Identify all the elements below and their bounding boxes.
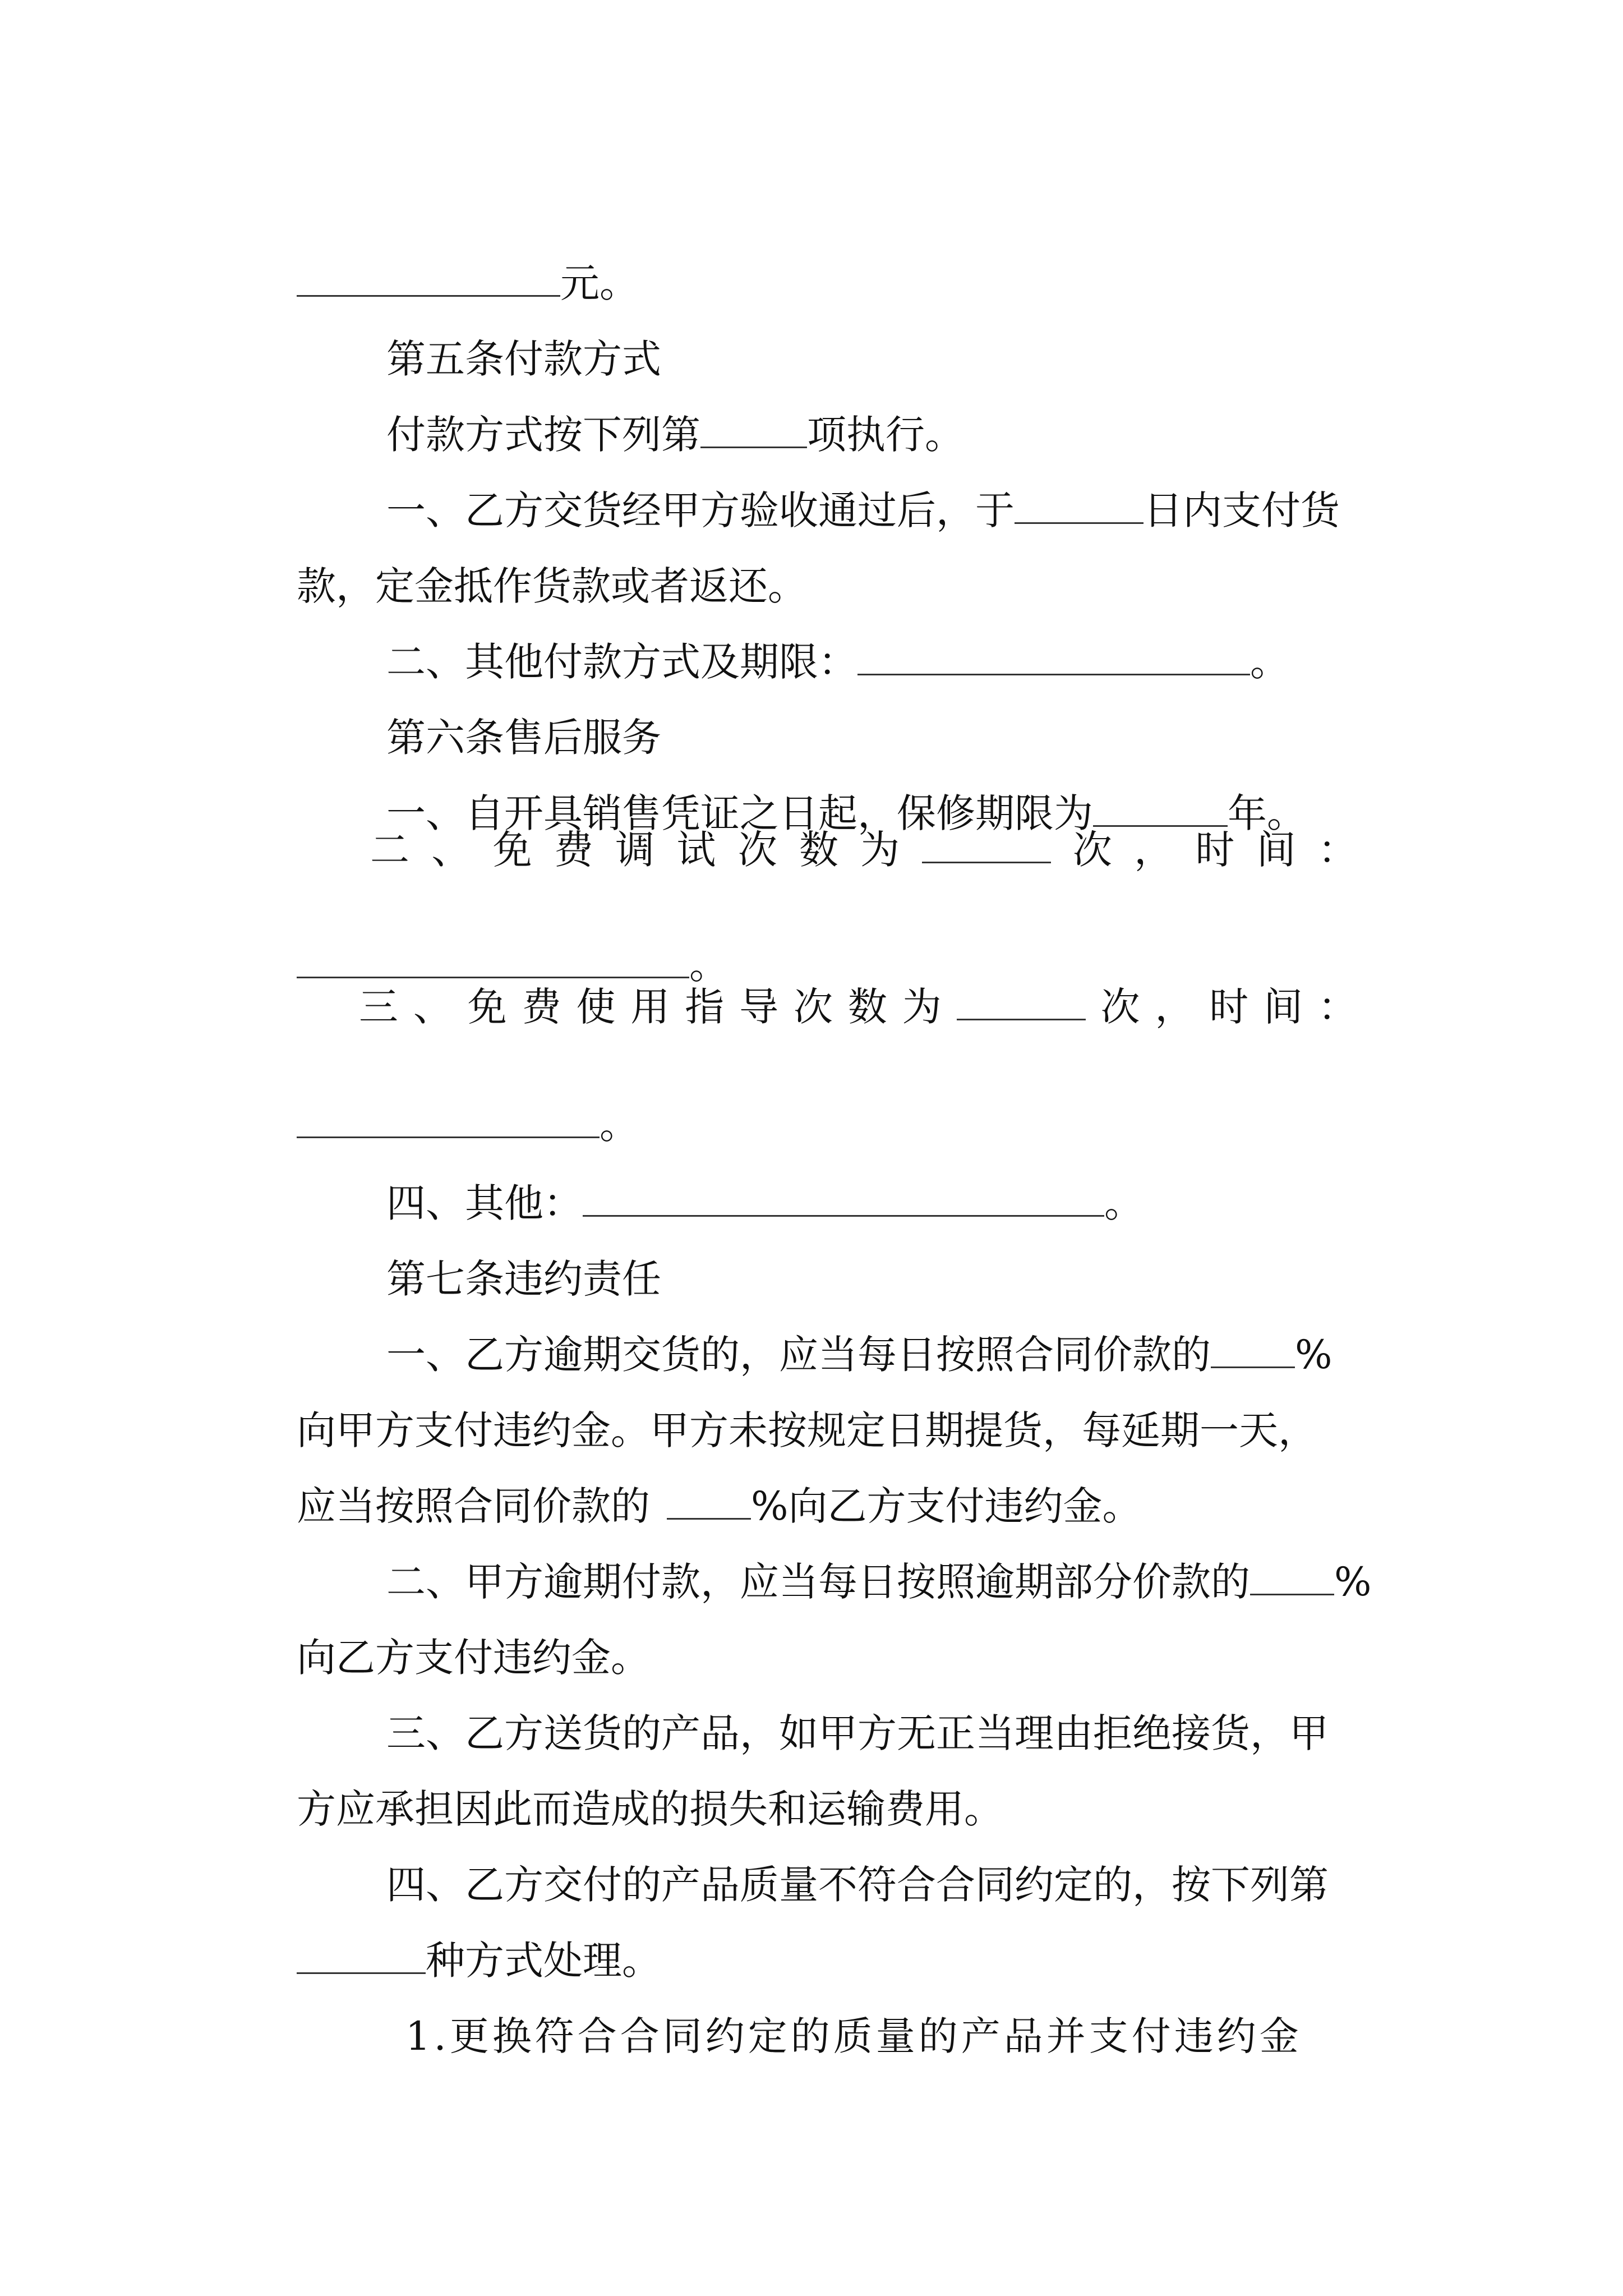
text-segment: 四、乙方交付的产品质量不符合合同约定的，按下列第 [386, 1862, 1329, 1908]
char: 次 [794, 984, 833, 1030]
blank-field[interactable] [667, 1487, 751, 1520]
blank-field[interactable] [857, 642, 1250, 675]
text-segment: 种方式处理。 [426, 1938, 662, 1984]
text-segment: 向乙方支付违约金。 [297, 1635, 651, 1681]
justified-line [359, 984, 1357, 1030]
char: 间 [1264, 984, 1303, 1030]
text-segment: 。 [1250, 639, 1290, 685]
text-segment: 。 [1104, 1180, 1144, 1226]
text-segment: 日内支付货 [1144, 487, 1340, 533]
text-segment: %向乙方支付违约金。 [751, 1483, 1142, 1529]
char: 费 [522, 984, 561, 1030]
char: 次 [737, 827, 777, 873]
text-segment: 年。 [1228, 790, 1307, 836]
char: ： [1317, 827, 1357, 873]
text-segment: 二、甲方逾期付款，应当每日按照逾期部分价款的 [386, 1559, 1251, 1605]
char: 时 [1195, 827, 1235, 873]
article-heading: 第七条违约责任 [386, 1256, 662, 1302]
char: ， [1134, 827, 1174, 873]
text-segment: 付款方式按下列第 [386, 412, 701, 458]
char: 指 [685, 984, 725, 1030]
text-segment: % [1295, 1332, 1332, 1378]
blank-field[interactable] [1093, 794, 1228, 827]
char: 二 [370, 827, 409, 873]
text-segment: 一、自开具销售凭证之日起，保修期限为 [386, 790, 1094, 836]
char: 为 [860, 827, 900, 873]
char: 调 [615, 827, 655, 873]
text-segment: 应当按照合同价款的 [297, 1483, 651, 1529]
text-segment: 三、乙方送货的产品，如甲方无正当理由拒绝接货，甲 [386, 1710, 1329, 1756]
article-heading: 第六条售后服务 [386, 715, 662, 761]
char: 三 [359, 984, 398, 1030]
char: ： [1318, 984, 1357, 1030]
char: 次 [1072, 827, 1112, 873]
blank-field[interactable] [1211, 1335, 1295, 1368]
text-line [342, 1977, 1302, 2095]
blank-field[interactable] [700, 415, 807, 448]
text-segment: 款，定金抵作货款或者返还。 [297, 563, 808, 609]
char: 次 [1100, 984, 1140, 1030]
blank-field[interactable] [1015, 491, 1144, 524]
article-heading: 第五条付款方式 [386, 336, 662, 382]
text-segment: 二、其他付款方式及期限： [386, 639, 858, 685]
text-segment: 四、其他： [386, 1180, 583, 1226]
text-segment: 。 [689, 942, 729, 988]
char: 试 [676, 827, 716, 873]
char: ， [1155, 984, 1195, 1030]
char: 免 [467, 984, 507, 1030]
char: 数 [847, 984, 887, 1030]
blank-field[interactable] [297, 264, 560, 297]
char: 、 [431, 827, 471, 873]
char: 免 [492, 827, 532, 873]
blank-field[interactable] [957, 987, 1086, 1020]
text-segment: 。 [600, 1102, 639, 1148]
blank-field[interactable] [583, 1184, 1104, 1217]
blank-field[interactable] [297, 1105, 600, 1138]
char: 数 [799, 827, 838, 873]
text-segment: 1.更换符合合同约定的质量的产品并支付违约金 [405, 2013, 1302, 2059]
char: 时 [1209, 984, 1249, 1030]
text-segment: 一、乙方交货经甲方验收通过后，于 [386, 487, 1015, 533]
blank-field[interactable] [297, 945, 689, 978]
char: 间 [1256, 827, 1296, 873]
char: 用 [630, 984, 670, 1030]
text-segment: 元。 [560, 260, 639, 306]
char: 使 [576, 984, 616, 1030]
char: 导 [739, 984, 779, 1030]
text-segment: 一、乙方逾期交货的，应当每日按照合同价款的 [386, 1332, 1211, 1378]
char: 、 [413, 984, 453, 1030]
char: 为 [902, 984, 942, 1030]
text-segment: % [1334, 1559, 1372, 1605]
blank-field[interactable] [922, 830, 1051, 863]
char: 费 [554, 827, 593, 873]
blank-field[interactable] [297, 1941, 426, 1974]
text-segment: 项执行。 [807, 412, 965, 458]
text-segment: 向甲方支付违约金。甲方未按规定日期提货，每延期一天， [297, 1407, 1318, 1453]
blank-field[interactable] [1250, 1562, 1334, 1595]
text-segment: 方应承担因此而造成的损失和运输费用。 [297, 1786, 1004, 1832]
justified-line [370, 827, 1357, 873]
